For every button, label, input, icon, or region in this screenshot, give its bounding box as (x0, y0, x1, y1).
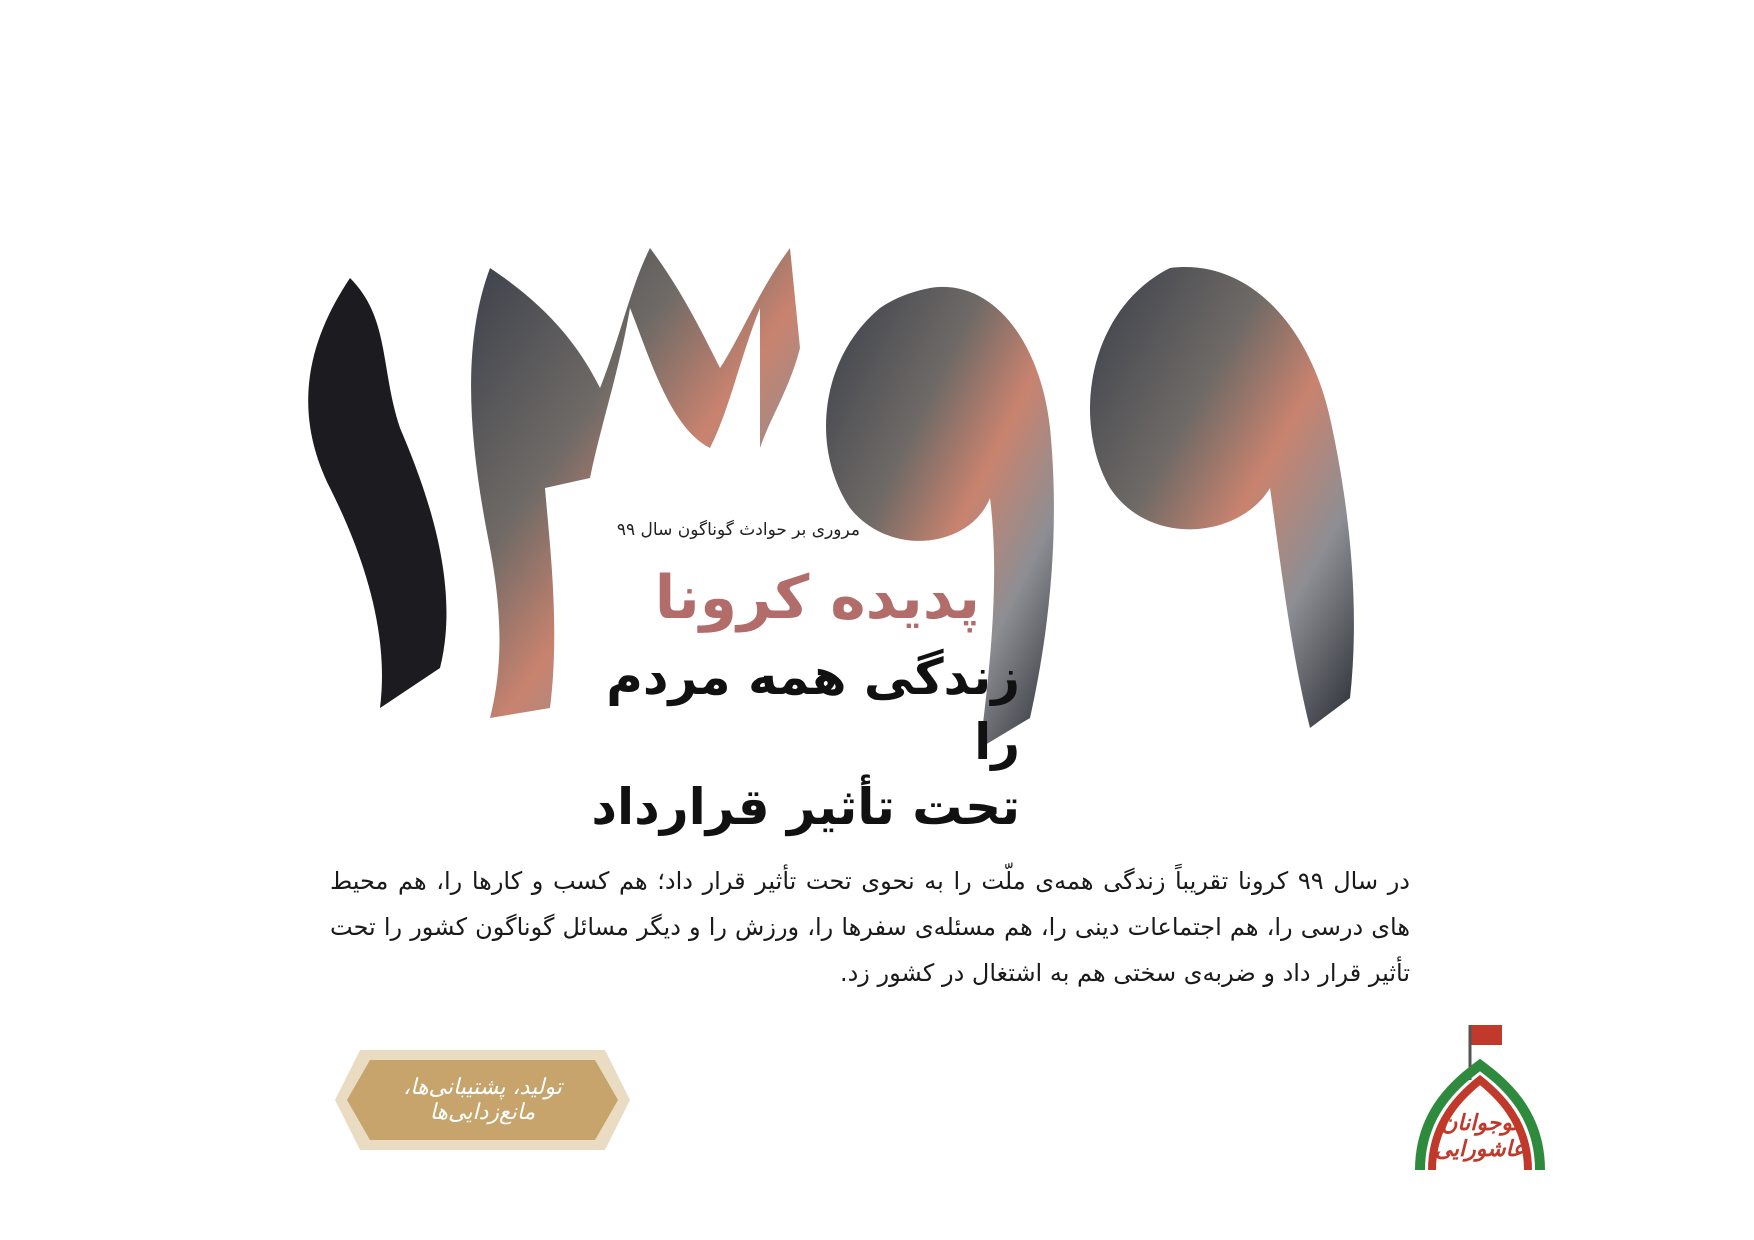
headline-line1: زندگی همه مردم را (606, 648, 1020, 771)
badge-text: تولید، پشتیبانی‌ها، مانع‌زدایی‌ها (403, 1075, 562, 1125)
logo-text: نوجوانان عاشورایی (1434, 1110, 1526, 1162)
subtitle-small: مروری بر حوادث گوناگون سال ۹۹ (616, 520, 860, 540)
headline-red: پدیده کرونا (654, 563, 980, 633)
body-paragraph: در سال ۹۹ کرونا تقریباً زندگی همه‌ی ملّت را به نحوی تحت تأثیر قرار داد؛ هم کسب و کارها را، هم محیط های درسی را، هم اجتماعات دینی را، هم مسئله‌ی سفرها را، ورزش را و دیگر مسائل گوناگون کشور را تحت تأثیر قرار داد و ضربه‌ی سختی هم به اشتغال در کشور زد. (330, 867, 1410, 987)
headline-black (560, 645, 1020, 840)
headline-line2: تحت تأثیر قرارداد (591, 778, 1020, 836)
